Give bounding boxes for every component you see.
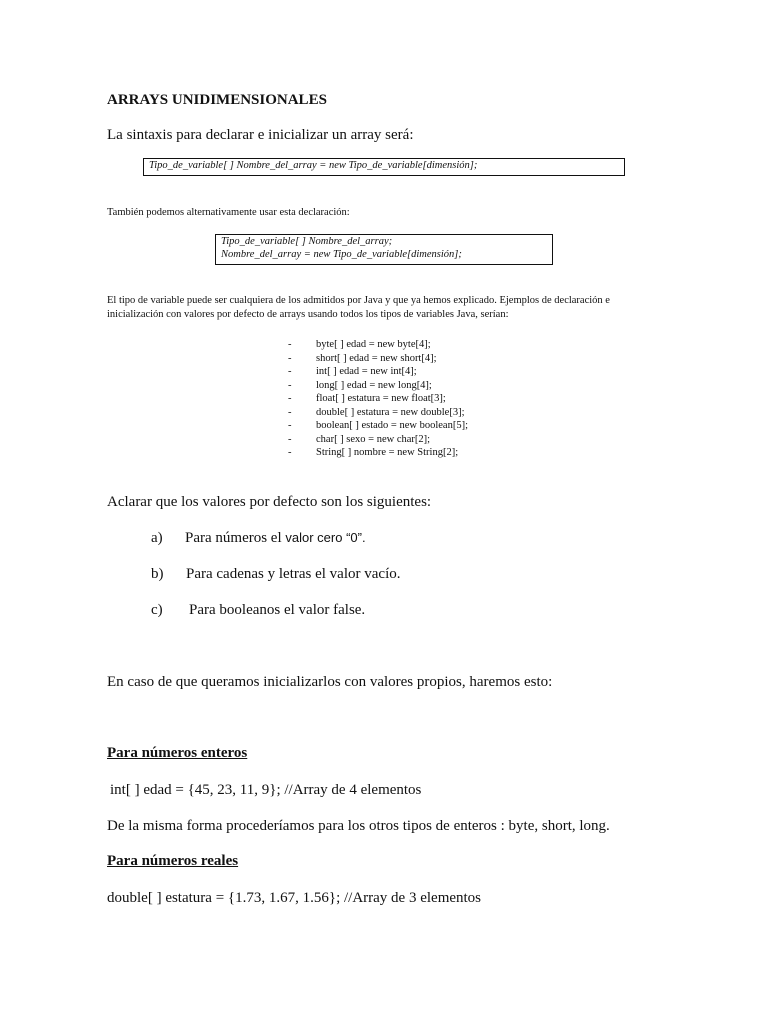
integers-note: De la misma forma procederíamos para los otros tipos de enteros : byte, short, long.	[107, 818, 610, 834]
list-bullet: -	[288, 406, 292, 418]
defaults-intro: Aclarar que los valores por defecto son los siguientes:	[107, 494, 432, 510]
list-bullet: -	[288, 420, 292, 431]
alt-code-line-2: Nombre_del_array = new Tipo_de_variable[dimensión];	[221, 248, 462, 260]
declaration-text: char[ ] sexo = new char[2];	[316, 433, 431, 445]
list-bullet: -	[288, 379, 292, 391]
list-item	[288, 365, 468, 379]
types-paragraph-line-1: El tipo de variable puede ser cualquiera de los admitidos por Java y que ya hemos explicado. Ejemplos de declaración e	[107, 295, 610, 306]
syntax-intro: La sintaxis para declarar e inicializar un array será:	[107, 127, 414, 143]
own-values-intro: En caso de que queramos inicializarlos con valores propios, haremos esto:	[107, 674, 553, 690]
declaration-text: short[ ] edad = new short[4];	[316, 352, 437, 364]
reals-example: double[ ] estatura = {1.73, 1.67, 1.56}; //Array de 3 elementos	[107, 890, 482, 906]
section-heading-integers: Para números enteros	[107, 745, 248, 761]
alt-code-line-1: Tipo_de_variable[ ] Nombre_del_array;	[221, 236, 393, 247]
list-item	[288, 419, 468, 433]
list-bullet: -	[288, 339, 292, 350]
list-bullet: -	[288, 393, 292, 404]
declaration-text: double[ ] estatura = new double[3];	[316, 406, 465, 418]
declaration-text: byte[ ] edad = new byte[4];	[316, 339, 431, 350]
list-item	[288, 433, 468, 447]
declaration-text: int[ ] edad = new int[4];	[316, 366, 417, 377]
item-text: Para booleanos el valor false.	[189, 602, 366, 618]
section-heading-reals: Para números reales	[107, 853, 239, 869]
declaration-text: boolean[ ] estado = new boolean[5];	[316, 420, 468, 431]
list-bullet: -	[288, 433, 292, 445]
list-item	[288, 392, 468, 406]
types-paragraph-line-2: inicialización con valores por defecto de arrays usando todos los tipos de variables Java, serían:	[107, 309, 509, 320]
item-text: Para números el	[185, 530, 286, 546]
list-item	[288, 406, 468, 420]
declarations-list	[288, 338, 468, 460]
list-bullet: -	[288, 352, 292, 364]
syntax-code-line: Tipo_de_variable[ ] Nombre_del_array = new Tipo_de_variable[dimensión];	[149, 160, 478, 171]
item-text: Para cadenas y letras el valor vacío.	[186, 566, 401, 582]
integers-example: int[ ] edad = {45, 23, 11, 9}; //Array de 4 elementos	[110, 782, 422, 798]
item-letter: b)	[151, 566, 164, 582]
declaration-text: long[ ] edad = new long[4];	[316, 379, 432, 391]
item-letter: c)	[151, 602, 163, 618]
alt-code-box	[215, 234, 553, 265]
item-text-alt: valor cero “0”.	[285, 530, 366, 545]
declaration-text: float[ ] estatura = new float[3];	[316, 393, 446, 404]
alt-intro: También podemos alternativamente usar esta declaración:	[107, 207, 350, 218]
item-letter: a)	[151, 530, 163, 546]
list-bullet: -	[288, 366, 292, 377]
list-item	[288, 379, 468, 393]
document-title: ARRAYS UNIDIMENSIONALES	[107, 92, 327, 108]
list-item	[288, 338, 468, 352]
list-bullet: -	[288, 447, 292, 458]
declaration-text: String[ ] nombre = new String[2];	[316, 447, 459, 458]
syntax-code-box	[143, 158, 625, 176]
item-text-wrap	[185, 530, 366, 547]
list-item	[288, 352, 468, 366]
list-item	[288, 446, 468, 460]
